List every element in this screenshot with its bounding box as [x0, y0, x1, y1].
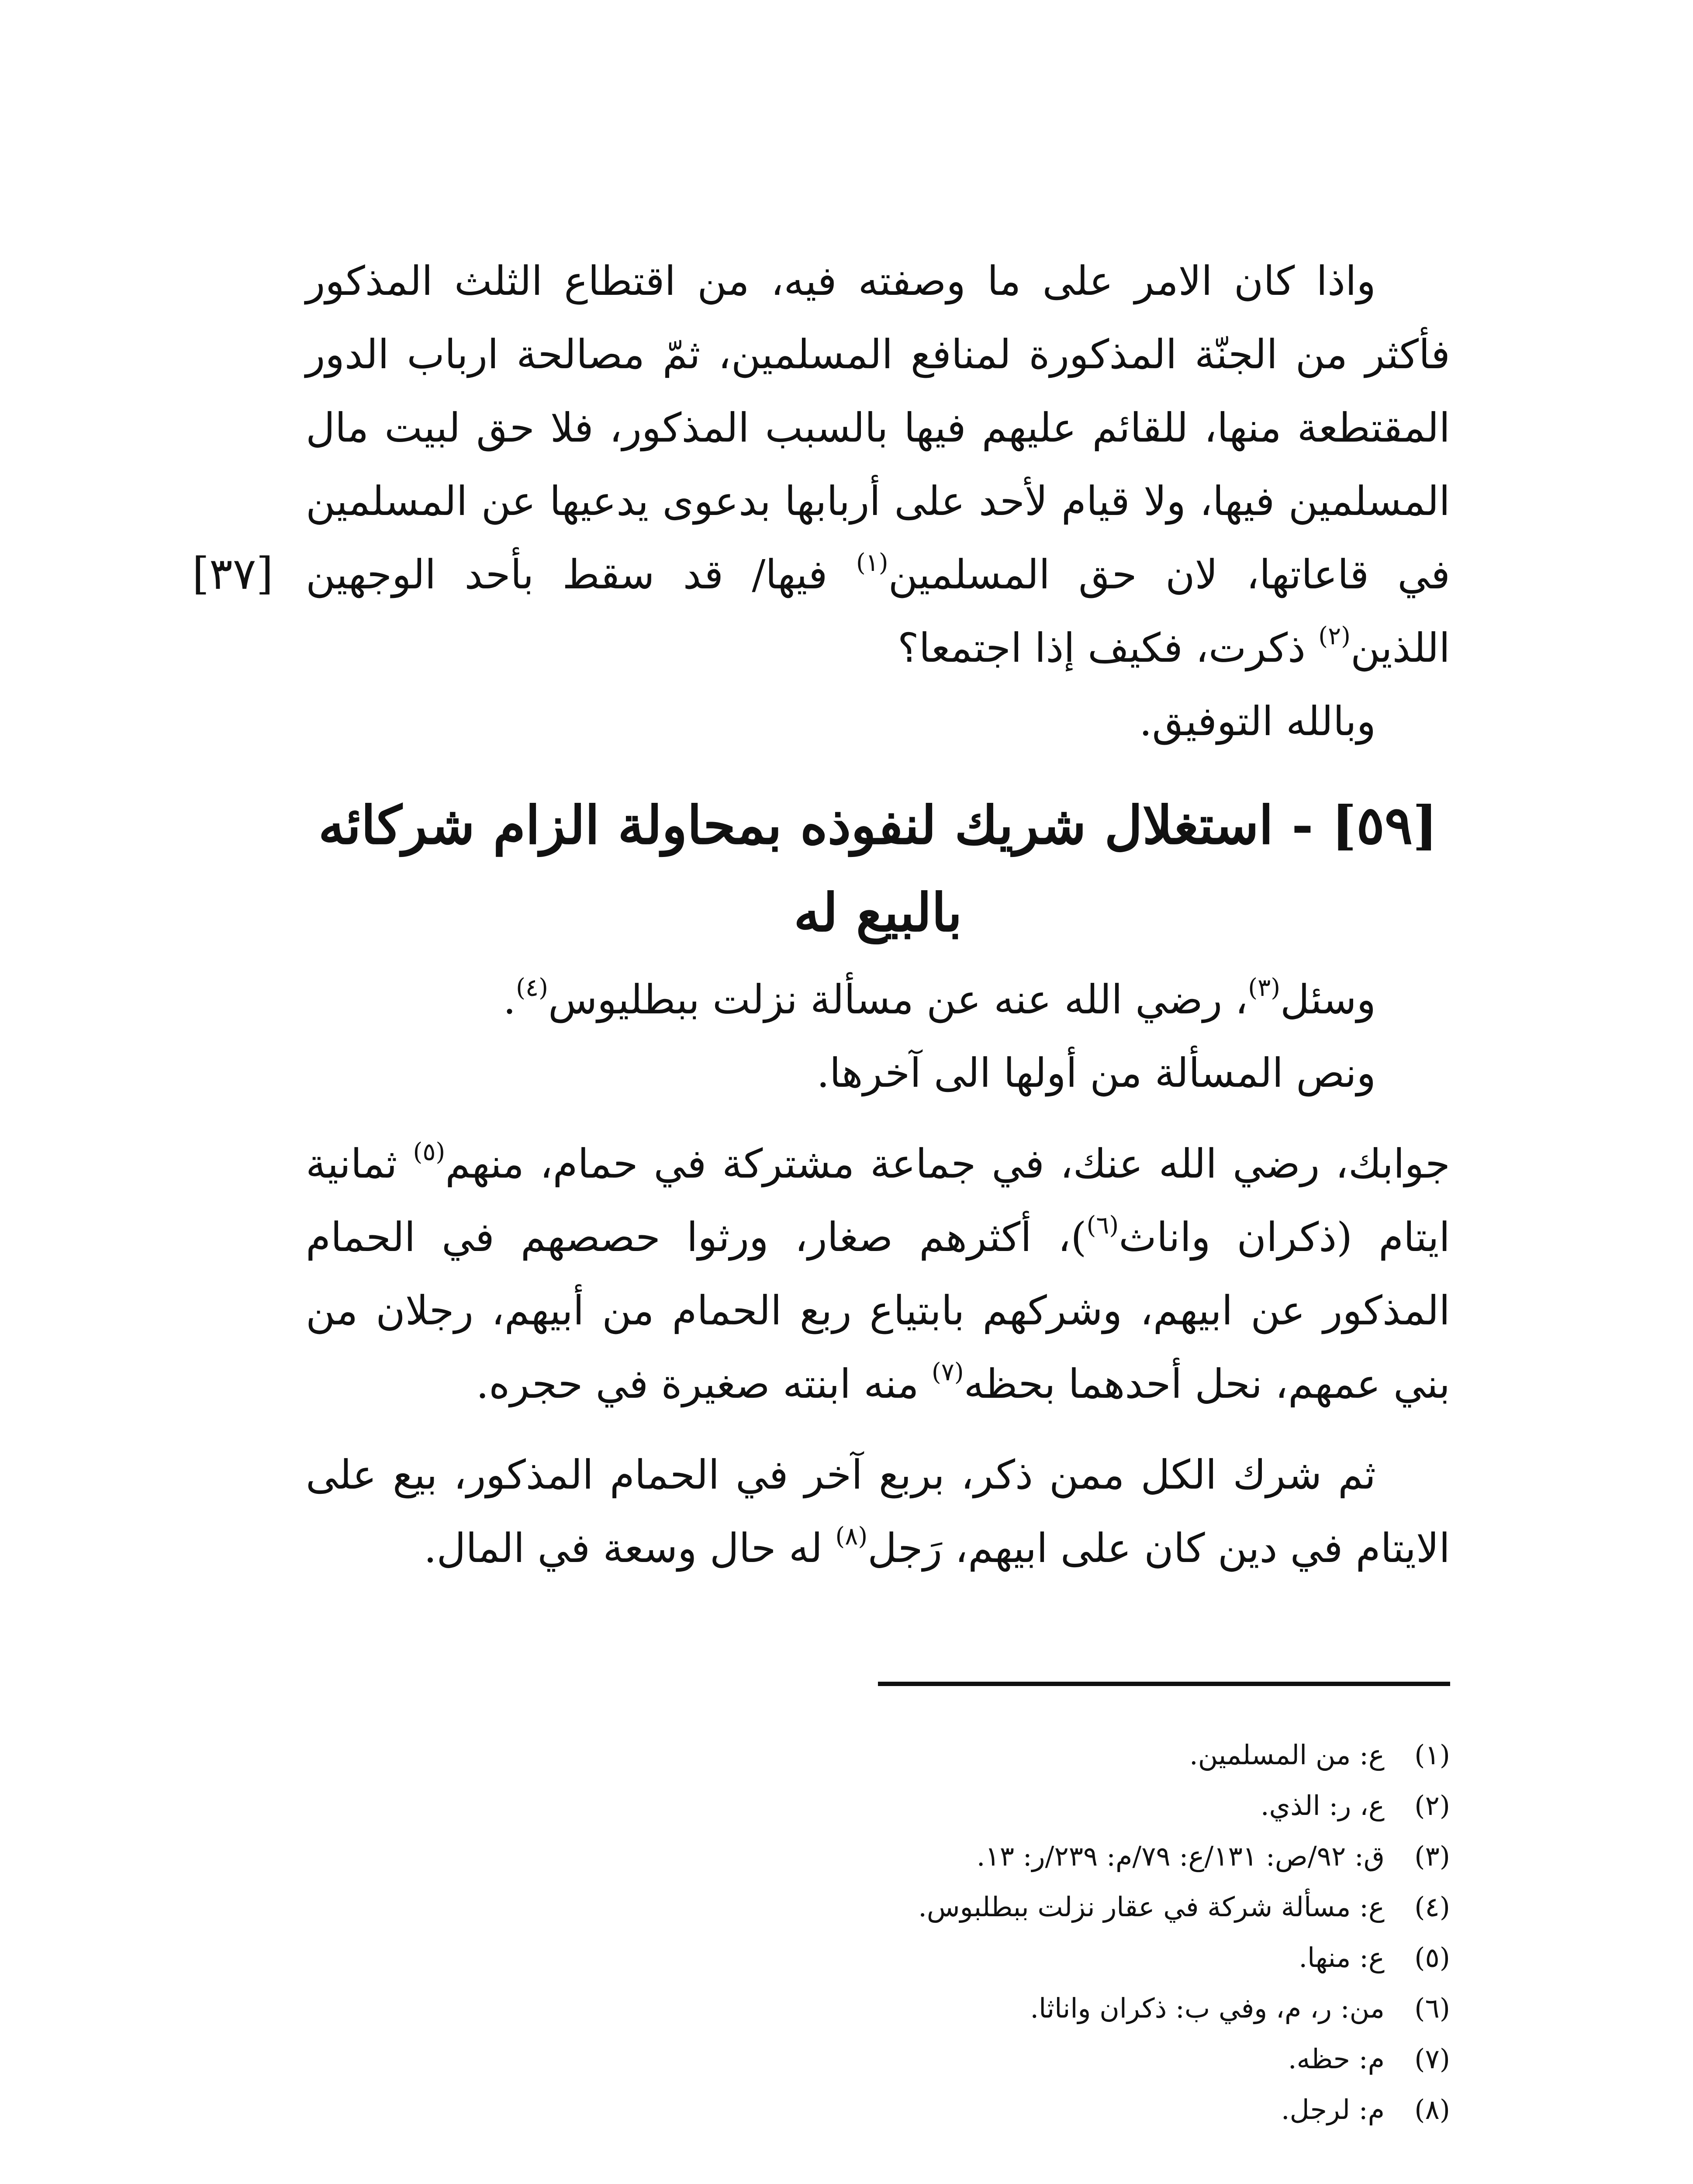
- question-text-block: [306, 963, 1450, 1585]
- section-heading: [306, 782, 1450, 957]
- paragraph-text: ، رضي الله عنه عن مسألة نزلت ببطليوس: [548, 976, 1248, 1023]
- footnote-marker: (٢): [1318, 622, 1351, 651]
- paragraph-text: منه ابنته صغيرة في حجره.: [476, 1361, 932, 1407]
- footnote-text: م: لرجل.: [1281, 2094, 1385, 2125]
- footnote-marker: (٦): [1086, 1211, 1119, 1240]
- footnote-item: [743, 1932, 1450, 1983]
- footnote-marker: (١): [856, 549, 888, 577]
- footnote-number: (١): [1414, 1739, 1450, 1771]
- paragraph-text: ثم شرك الكل ممن ذكر، بربع آخر في الحمام المذكور، بيع على الايتام في دين كان على ابيهم، رَجل: [306, 1451, 1450, 1572]
- footnote-text: ع: مسألة شركة في عقار نزلت ببطلبوس.: [918, 1891, 1385, 1923]
- footnote-number: (٧): [1414, 2043, 1450, 2075]
- paragraph-question-text: [306, 1037, 1450, 1110]
- closing-text: وبالله التوفيق.: [1139, 698, 1376, 745]
- footnote-item: [743, 2084, 1450, 2135]
- paragraph-text: واذا كان الامر على ما وصفته فيه، من اقتطاع الثلث المذكور فأكثر من الجنّة المذكورة لمنافع المسلمين، ثمّ مصالحة ارباب الدور المقتطعة منها، للقائم عليهم فيها بالسبب المذكور، فلا حق لبيت مال المسلمين فيها، ولا قيام لأحد على أربابها بدعوى يدعيها عن المسلمين في قاعاتها، لان حق المسلمين: [306, 258, 1450, 598]
- footnote-number: (٢): [1414, 1790, 1450, 1821]
- footnote-number: (٥): [1414, 1942, 1450, 1973]
- opening-text-block: [306, 245, 1450, 758]
- footnote-text: ع: منها.: [1299, 1942, 1385, 1973]
- heading-line-1: [٥٩] - استغلال شريك لنفوذه بمحاولة الزام شركائه: [318, 795, 1438, 856]
- footnote-separator: [878, 1682, 1450, 1686]
- paragraph-continuation: [306, 1438, 1450, 1585]
- paragraph-text: فيها/ قد سقط بأحد الوجهين اللذين: [306, 551, 1450, 671]
- footnote-number: (٨): [1414, 2094, 1450, 2125]
- footnote-item: [743, 2034, 1450, 2084]
- footnote-text: ع: من المسلمين.: [1189, 1739, 1385, 1771]
- footnote-text: ع، ر: الذي.: [1260, 1790, 1385, 1821]
- footnote-marker: (٤): [516, 974, 548, 1002]
- footnote-text: ق: ٩٢/ص: ١٣١/ع: ٧٩/م: ٢٣٩/ر: ١٣.: [976, 1840, 1385, 1872]
- footnote-number: (٦): [1414, 1992, 1450, 2024]
- footnote-item: [743, 1831, 1450, 1882]
- paragraph-text: ذكرت، فكيف إذا اجتمعا؟: [897, 625, 1319, 671]
- paragraph-text: ونص المسألة من أولها الى آخرها.: [816, 1050, 1376, 1096]
- footnote-marker: (٣): [1248, 974, 1281, 1002]
- footnote-item: [743, 1983, 1450, 2034]
- paragraph-text: ثمانية ايتام (ذكران واناث: [306, 1140, 1450, 1261]
- paragraph-answer: [306, 1127, 1450, 1421]
- footnote-marker: (٧): [931, 1358, 964, 1387]
- paragraph-text: له حال وسعة في المال.: [424, 1525, 836, 1572]
- paragraph-text: جوابك، رضي الله عنك، في جماعة مشتركة في حمام، منهم: [445, 1140, 1450, 1187]
- footnote-number: (٣): [1414, 1840, 1450, 1872]
- footnote-item: [743, 1780, 1450, 1831]
- footnote-item: [743, 1730, 1450, 1780]
- paragraph-question: [306, 963, 1450, 1037]
- footnote-text: من: ر، م، وفي ب: ذكران واناثا.: [1030, 1992, 1385, 2024]
- paragraph-text: وسئل: [1280, 976, 1376, 1023]
- paragraph-text: )، أكثرهم صغار، ورثوا حصصهم في الحمام المذكور عن ابيهم، وشركهم بابتياع ربع الحمام من أبيهم، رجلان من بني عمهم، نحل أحدهما بحظه: [306, 1214, 1450, 1407]
- paragraph-text: .: [503, 976, 516, 1023]
- footnote-text: م: حظه.: [1288, 2043, 1385, 2075]
- paragraph-conclusion: [306, 245, 1450, 685]
- footnote-number: (٤): [1414, 1891, 1450, 1923]
- footnote-marker: (٨): [835, 1522, 868, 1551]
- margin-folio-reference: [٣٧]: [192, 548, 273, 599]
- footnote-marker: (٥): [413, 1138, 446, 1167]
- paragraph-closing: [306, 685, 1450, 758]
- heading-line-2: بالبيع له: [794, 882, 962, 943]
- footnotes-list: [743, 1730, 1450, 2135]
- footnote-item: [743, 1882, 1450, 1932]
